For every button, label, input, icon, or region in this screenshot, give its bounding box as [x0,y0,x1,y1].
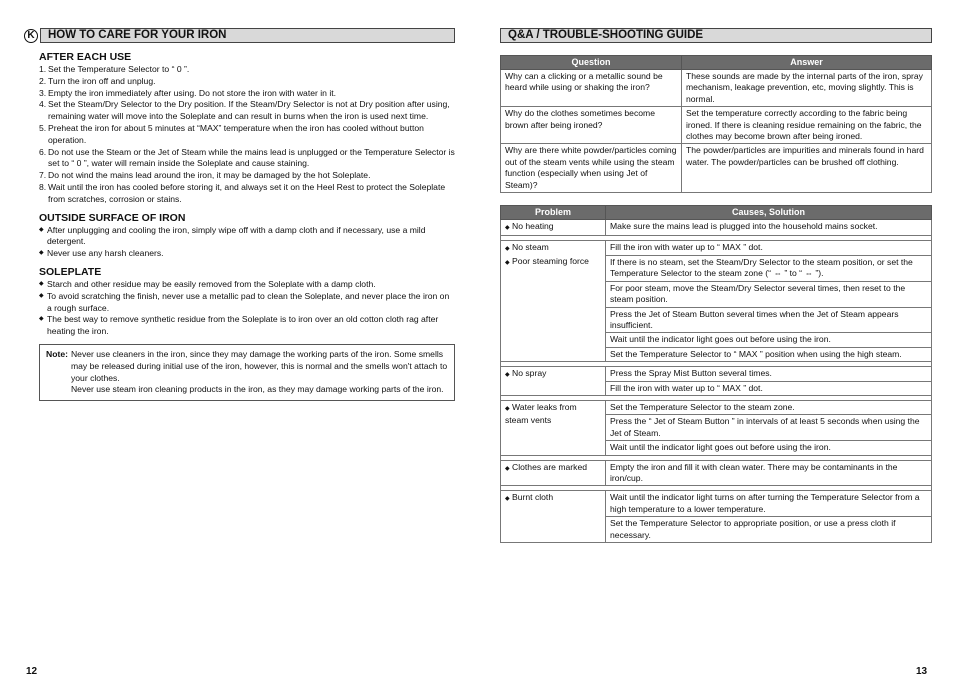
qa-table [500,55,932,193]
question-header: Question [501,56,682,70]
table-row [501,400,932,414]
solution-cell: Press the Jet of Steam Button several times when the Jet of Steam appears insufficient. [606,307,932,333]
solution-cell: Fill the iron with water up to “ MAX ” dot. [606,241,932,255]
question-cell: Why are there white powder/particles coming out of the steam vents while using the steam function (especially when using Jet of Steam)? [501,144,682,193]
solution-cell: Wait until the indicator light goes out before using the iron. [606,333,932,347]
solution-cell: Wait until the indicator light turns on after turning the Temperature Selector from a high temperature to a lower temperature. [606,491,932,517]
answer-header: Answer [682,56,932,70]
page-number-right: 13 [916,666,928,677]
table-row [501,144,932,193]
list-item: 1. Set the Temperature Selector to “ 0 ”. [39,64,190,74]
troubleshooting-title: Q&A / TROUBLE-SHOOTING GUIDE [500,28,932,43]
solution-cell: If there is no steam, set the Steam/Dry Selector to the steam position, or set the Temperature Selector to the steam zone (“ ⇔ ” to “ ⇔ ”). [606,255,932,281]
causes-header: Causes, Solution [606,206,932,220]
note-box [39,344,455,401]
list-item: ◆ Never use any harsh cleaners. [39,248,164,259]
outside-surface-heading: OUTSIDE SURFACE OF IRON [39,211,186,224]
solution-cell: Set the Temperature Selector to “ MAX ” position when using the high steam. [606,347,932,361]
list-item: ◆ The best way to remove synthetic residue from the Soleplate is to iron over an old cotton cloth rag after heating the iron. [39,314,439,337]
page-number-left: 12 [26,666,38,677]
table-header-row [501,56,932,70]
soleplate-list [24,279,455,338]
note-text-2: Never use steam iron cleaning products in the iron, as they may damage working parts of the iron. [70,384,444,395]
solution-cell: For poor steam, move the Steam/Dry Selector several times, then reset to the steam position. [606,281,932,307]
list-item: 8. Wait until the iron has cooled before storing it, and always set it on the Heel Rest to protect the Soleplate from scratches, corrosion or stains. [39,181,446,204]
care-section [24,28,455,401]
solution-cell: Fill the iron with water up to “ MAX ” dot. [606,381,932,395]
list-item: 6. Do not use the Steam or the Jet of Steam while the mains lead is unplugged or the Temperature Selector is set to “ 0 ”, water will remain inside the Soleplate and cause staining. [39,146,455,169]
problem-cell: ◆ No steam ◆ Poor steaming force [501,241,606,362]
soleplate-heading: SOLEPLATE [39,265,102,278]
after-each-use-heading: AFTER EACH USE [39,51,132,63]
table-header-row [501,206,932,220]
table-row [501,107,932,144]
solution-cell: Make sure the mains lead is plugged into the household mains socket. [606,220,932,236]
solution-cell: Wait until the indicator light goes out before using the iron. [606,441,932,455]
table-row [501,241,932,255]
solution-cell: Press the “ Jet of Steam Button ” in intervals of at least 5 seconds when using the Jet of Steam. [606,415,932,441]
list-item: 3. Empty the iron immediately after using. Do not store the iron with water in it. [39,87,337,98]
list-item: 4. Set the Steam/Dry Selector to the Dry position. If the Steam/Dry Selector is not at Dry position after using, remaining water will move into the Soleplate and can result in burns when the iron is used next time. [39,99,450,122]
problem-header: Problem [501,206,606,220]
solution-cell: Press the Spray Mist Button several times. [606,367,932,381]
problem-cell: ◆ No heating [501,220,606,236]
list-item: 7. Do not wind the mains lead around the iron, it may be damaged by the hot Soleplate. [39,170,371,181]
answer-cell: Set the temperature correctly according to the fabric being ironed. If there is cleaning residue remaining on the fabric, the clothes may become brown after being ironed. [682,107,932,144]
table-row [501,220,932,236]
section-badge: K [24,29,38,43]
after-each-use-list [24,64,455,206]
list-item: 2. Turn the iron off and unplug. [39,75,156,86]
outside-surface-list [24,225,455,260]
list-item: ◆ After unplugging and cooling the iron, simply wipe off with a damp cloth and if necessary, use a mild detergent. [39,224,426,247]
solution-cell: Set the Temperature Selector to appropriate position, or use a press cloth if necessary. [606,517,932,543]
list-item: 5. Preheat the iron for about 5 minutes at “MAX” temperature when the iron has cooled without button operation. [39,122,424,145]
problem-cell: ◆ Water leaks from steam vents [501,400,606,455]
list-item: ◆ To avoid scratching the finish, never use a metallic pad to clean the Soleplate, and never place the iron on a rough surface. [39,290,450,313]
troubleshooting-header [500,28,932,43]
note-label: Note: [46,348,68,359]
problem-solution-table [500,205,932,543]
answer-cell: The powder/particles are impurities and minerals found in hard water. The powder/particles can be brushed off clothing. [682,144,932,193]
problem-cell: ◆ No spray [501,367,606,396]
problem-cell: ◆ Burnt cloth [501,491,606,543]
answer-cell: These sounds are made by the internal parts of the iron, spray mechanism, leakage prevention, etc, moving slightly. This is normal. [682,70,932,107]
problem-cell: ◆ Clothes are marked [501,460,606,486]
list-item: ◆ Starch and other residue may be easily removed from the Soleplate with a damp cloth. [39,278,376,289]
table-row [501,367,932,381]
troubleshooting-section [500,28,932,543]
question-cell: Why do the clothes sometimes become brown after being ironed? [501,107,682,144]
solution-cell: Empty the iron and fill it with clean water. There may be contaminants in the iron/cup. [606,460,932,486]
care-header [24,28,455,43]
note-text-1: Never use cleaners in the iron, since they may damage the working parts of the iron. Some smells may be released during initial use of the iron, however, this is normal and the smells won't attach to your clothes. [70,348,448,383]
table-row [501,491,932,517]
question-cell: Why can a clicking or a metallic sound be heard while using or shaking the iron? [501,70,682,107]
care-title: HOW TO CARE FOR YOUR IRON [40,28,455,43]
solution-cell: Set the Temperature Selector to the steam zone. [606,400,932,414]
table-row [501,70,932,107]
table-row [501,460,932,486]
